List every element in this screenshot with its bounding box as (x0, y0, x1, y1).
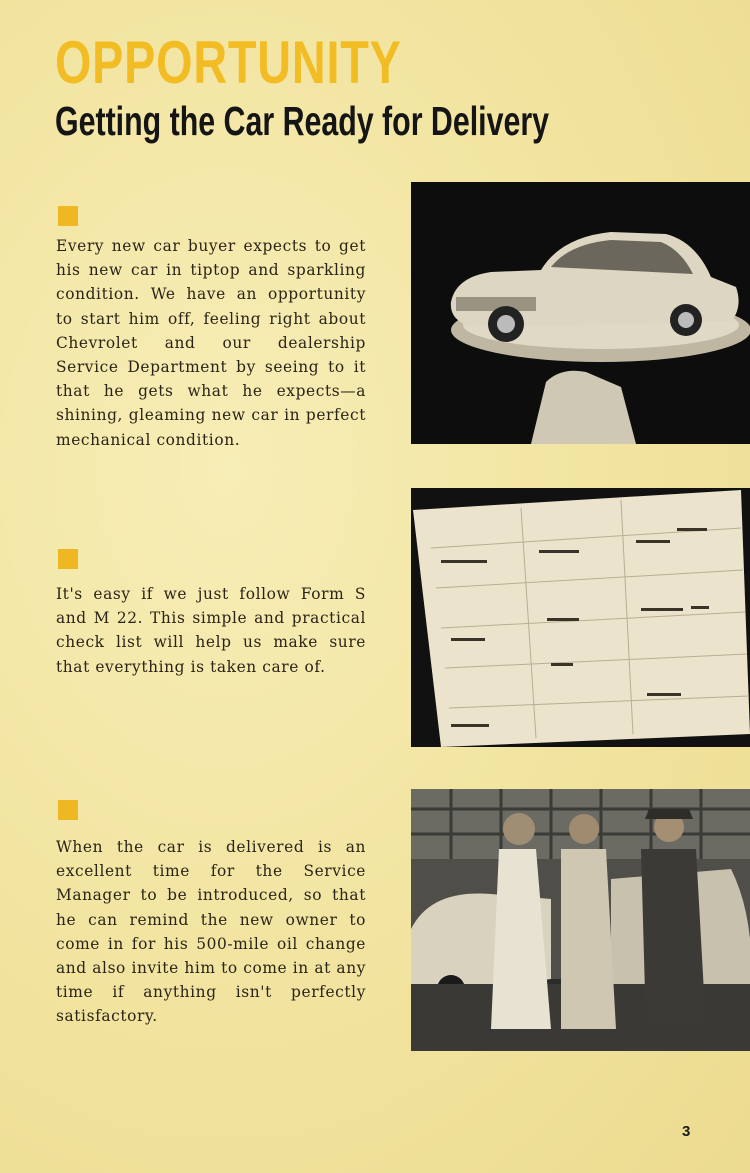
section-paragraph: It's easy if we just follow Form S and M 22. This simple and practical check list will help us make sure that everything is taken care of. (56, 585, 366, 676)
check-list-form-photo (411, 488, 750, 747)
section-bullet (58, 206, 78, 226)
page-number: 3 (682, 1123, 691, 1140)
section-bullet (58, 549, 78, 569)
section-paragraph: Every new car buyer expects to get his new car in tiptop and sparkling condition. We have an opportunity to start him off, feeling right about Chevrolet and our dealership Service Department by seeing to it that he gets what he expects—a shining, gleaming new car in perfect mechanical condition. (56, 237, 366, 449)
section-paragraph: When the car is delivered is an excellent time for the Service Manager to be introduced, so that he can remind the new owner to come in for his 500-mile oil change and also invite him to come in at any time if anything isn't perfectly satisfactory. (56, 838, 366, 1026)
service-manager-introduction-photo (411, 789, 750, 1051)
page-title: Getting the Car Ready for Delivery (55, 98, 550, 144)
car-on-platter-photo (411, 182, 750, 444)
section-bullet (58, 800, 78, 820)
section-kicker: OPPORTUNITY (55, 29, 402, 96)
